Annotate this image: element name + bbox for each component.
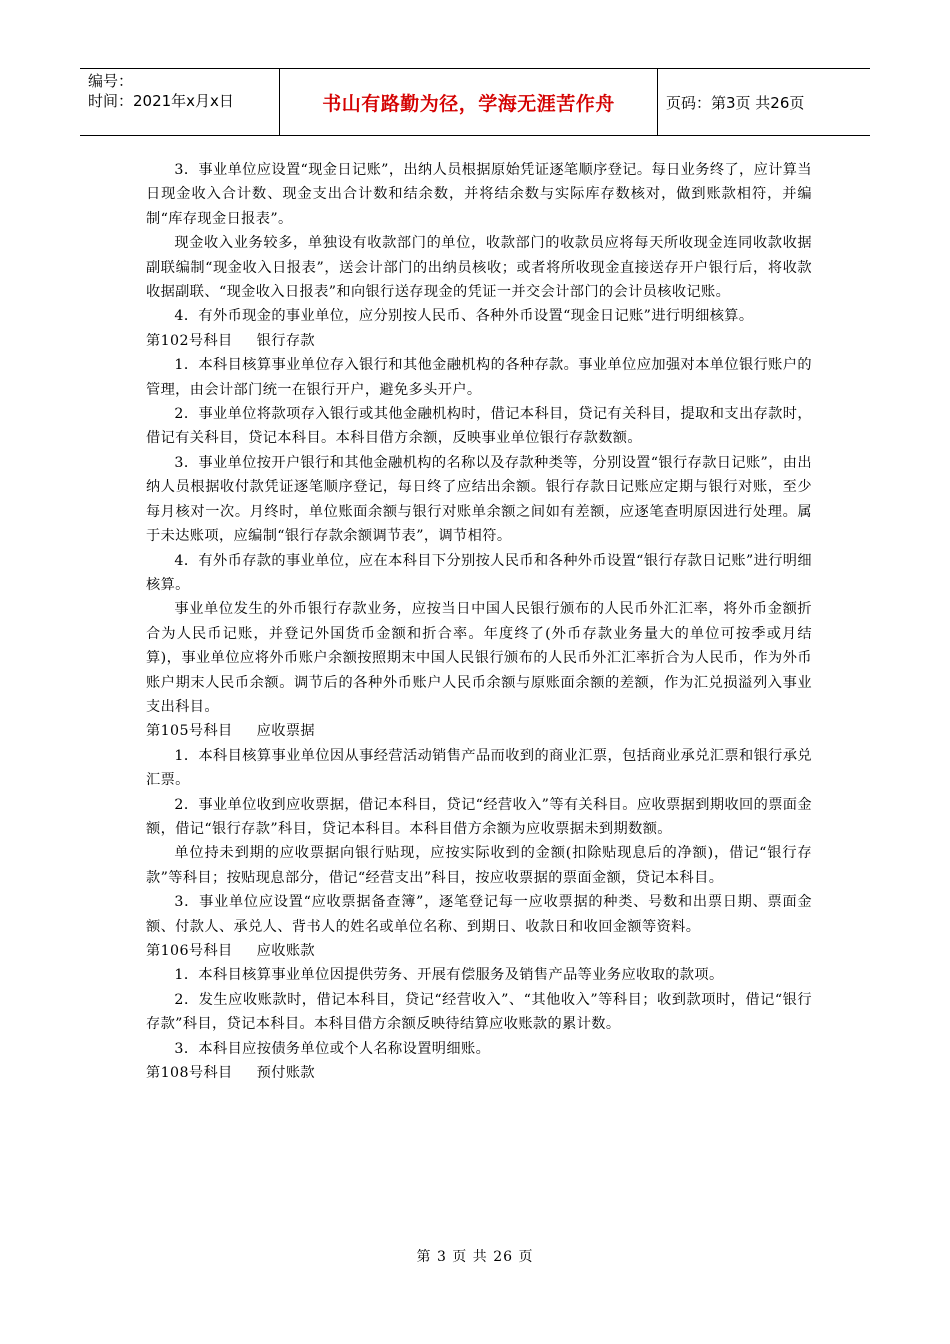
- section-heading: [146, 329, 812, 353]
- body-paragraph: 2．发生应收账款时，借记本科目，贷记“经营收入”、“其他收入”等科目；收到款项时，借记“银行存款”科目，贷记本科目。本科目借方余额反映待结算应收账款的累计数。: [146, 991, 812, 1033]
- body-paragraph: 4．有外币存款的事业单位，应在本科目下分别按人民币和各种外币设置“银行存款日记账”进行明细核算。: [146, 552, 812, 593]
- header-motto: 书山有路勤为径，学海无涯苦作舟: [280, 69, 658, 135]
- body-paragraph: 事业单位发生的外币银行存款业务，应按当日中国人民银行颁布的人民币外汇汇率，将外币金额折合为人民币记账，并登记外国货币金额和折合率。年度终了(外币存款业务量大的单位可按季或月结算)，事业单位应将外币账户余额按照期末中国人民银行颁布的人民币外汇汇率折合为人民币，作为外币账户期末人民币余额。调节后的各种外币账户人民币余额与原账面余额的差额，作为汇兑损溢列入事业支出科目。: [146, 601, 812, 715]
- section-code: 第108号科目: [146, 1065, 233, 1082]
- section-title: 预付账款: [256, 1065, 315, 1082]
- section-heading: [146, 939, 812, 963]
- section-code: 第105号科目: [146, 723, 233, 740]
- page-header: [80, 68, 870, 136]
- document-number-label: 编号：: [88, 72, 134, 90]
- body-paragraph: 单位持未到期的应收票据向银行贴现，应按实际收到的金额(扣除贴现息后的净额)，借记“银行存款”等科目；按贴现息部分，借记“经营支出”科目，按应收票据的票面金额，贷记本科目。: [146, 845, 812, 886]
- body-paragraph: 1．本科目核算事业单位存入银行和其他金融机构的各种存款。事业单位应加强对本单位银行账户的管理，由会计部门统一在银行开户，避免多头开户。: [146, 357, 812, 398]
- body-paragraph: 3．事业单位应设置“现金日记账”，出纳人员根据原始凭证逐笔顺序登记。每日业务终了，应计算当日现金收入合计数、现金支出合计数和结余数，并将结余数与实际库存数核对，做到账款相符，并编制“库存现金日报表”。: [146, 162, 812, 227]
- body-paragraph: 2．事业单位将款项存入银行或其他金融机构时，借记本科目，贷记有关科目，提取和支出存款时，借记有关科目，贷记本科目。本科目借方余额，反映事业单位银行存款数额。: [146, 406, 812, 447]
- header-page-info: 页码：第3页 共26页: [666, 93, 805, 112]
- section-code: 第102号科目: [146, 332, 233, 349]
- document-body: [146, 158, 812, 1085]
- section-heading: [146, 719, 812, 743]
- header-meta: [80, 69, 280, 135]
- page-footer: 第 3 页 共 26 页: [416, 1249, 534, 1265]
- body-paragraph: 4．有外币现金的事业单位，应分别按人民币、各种外币设置“现金日记账”进行明细核算。: [174, 308, 754, 325]
- body-paragraph: 现金收入业务较多，单独设有收款部门的单位，收款部门的收款员应将每天所收现金连同收款收据副联编制“现金收入日报表”，送会计部门的出纳员核收；或者将所收现金直接送存开户银行后，将收款收据副联、“现金收入日报表”和向银行送存现金的凭证一并交会计部门的会计员核收记账。: [146, 235, 812, 301]
- section-title: 应收票据: [256, 723, 315, 740]
- body-paragraph: 1．本科目核算事业单位因从事经营活动销售产品而收到的商业汇票，包括商业承兑汇票和银行承兑汇票。: [146, 747, 812, 789]
- body-paragraph: 3．本科目应按债务单位或个人名称设置明细账。: [174, 1040, 491, 1057]
- body-paragraph: 2．事业单位收到应收票据，借记本科目，贷记“经营收入”等有关科目。应收票据到期收回的票面金额，借记“银行存款”科目，贷记本科目。本科目借方余额为应收票据未到期数额。: [146, 796, 812, 837]
- body-paragraph: 3．事业单位按开户银行和其他金融机构的名称以及存款种类等，分别设置“银行存款日记账”，由出纳人员根据收付款凭证逐笔顺序登记，每日终了应结出余额。银行存款日记账应定期与银行对账，至少每月核对一次。月终时，单位账面余额与银行对账单余额之间如有差额，应逐笔查明原因进行处理。属于未达账项，应编制“银行存款余额调节表”，调节相符。: [146, 454, 812, 545]
- document-date: 时间：2021年x月x日: [88, 92, 234, 110]
- section-heading: [146, 1061, 812, 1085]
- section-code: 第106号科目: [146, 943, 233, 959]
- body-paragraph: 3．事业单位应设置“应收票据备查簿”，逐笔登记每一应收票据的种类、号数和出票日期、票面金额、付款人、承兑人、背书人的姓名或单位名称、到期日、收款日和收回金额等资料。: [146, 894, 812, 935]
- section-title: 银行存款: [256, 332, 315, 349]
- body-paragraph: 1．本科目核算事业单位因提供劳务、开展有偿服务及销售产品等业务应收取的款项。: [174, 967, 724, 984]
- section-title: 应收账款: [256, 943, 315, 959]
